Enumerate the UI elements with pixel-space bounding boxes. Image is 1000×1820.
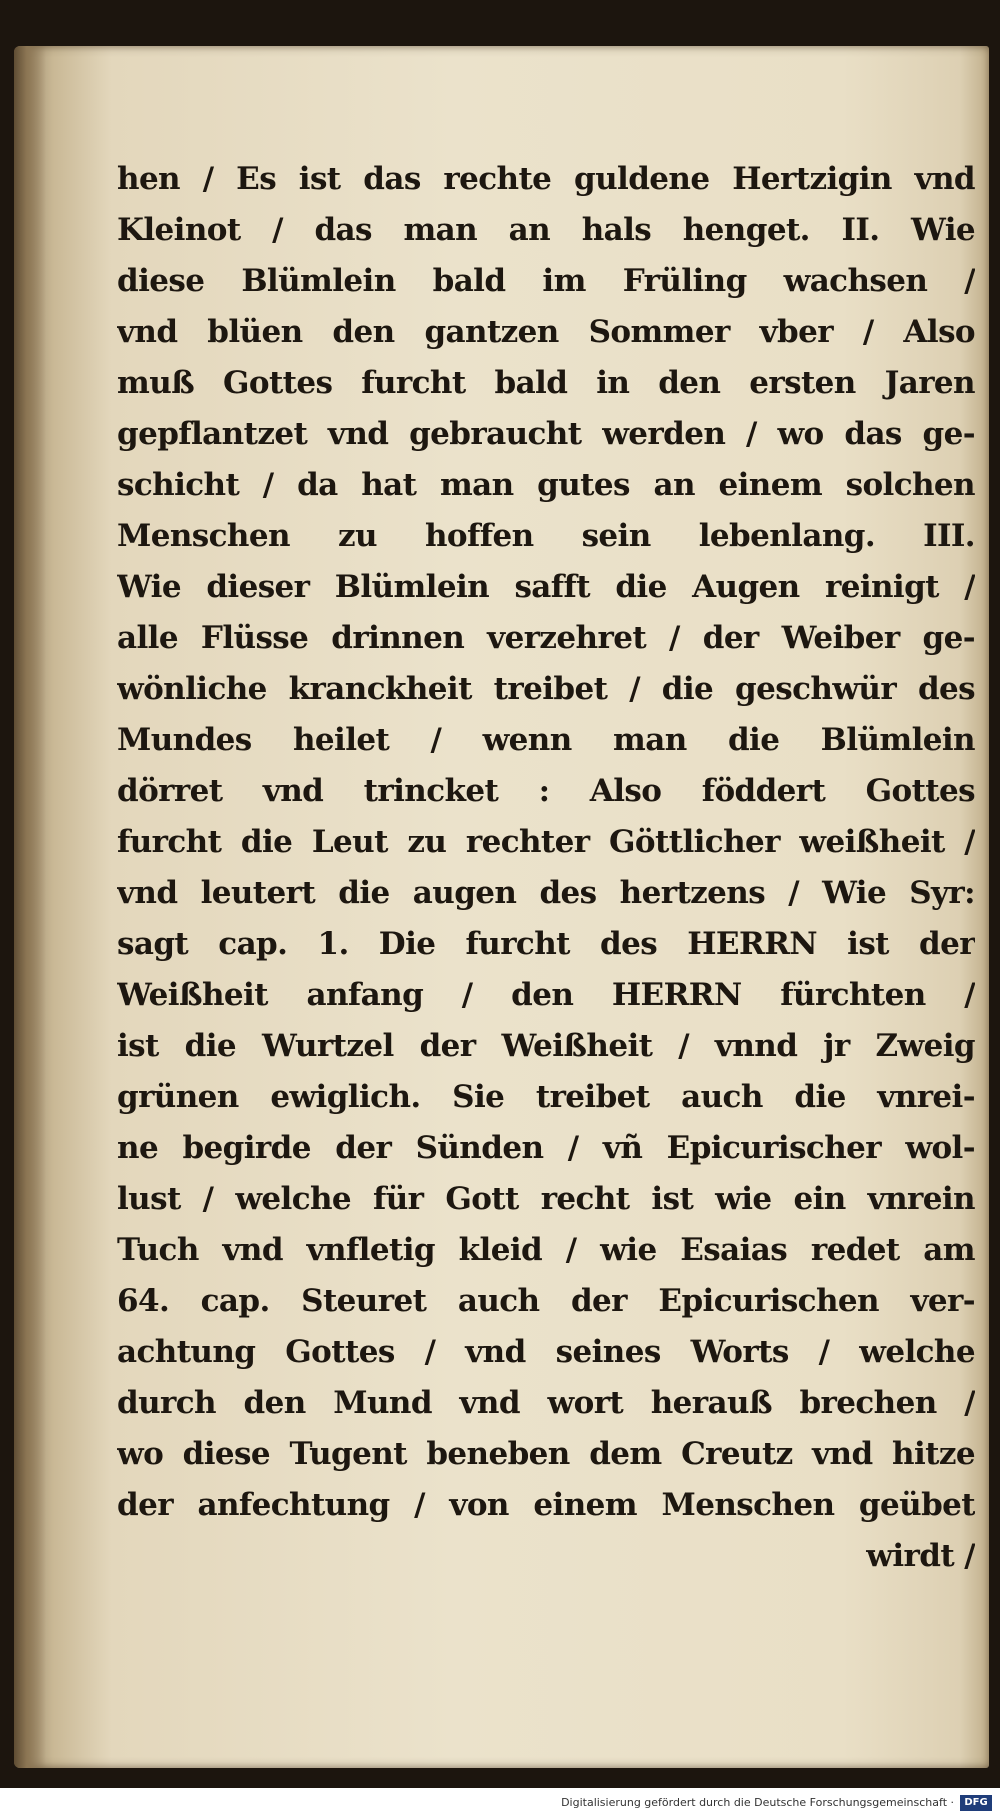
page-body-text: [117, 154, 975, 1684]
text-line: Tuch vnd vnfletig kleid / wie Esaias redet am: [117, 1232, 975, 1268]
text-line: 64. cap. Steuret auch der Epicurischen ver-: [117, 1283, 975, 1319]
text-line: furcht die Leut zu rechter Göttlicher weißheit /: [117, 824, 975, 860]
text-line: alle Flüsse drinnen verzehret / der Weiber ge-: [117, 620, 975, 656]
text-line: der anfechtung / von einem Menschen geübet: [117, 1487, 975, 1523]
text-line: Mundes heilet / wenn man die Blümlein: [117, 722, 975, 758]
text-line: wönliche kranckheit treibet / die geschwür des: [117, 671, 975, 707]
catchword-line: wirdt /: [866, 1538, 975, 1574]
text-line: gepflantzet vnd gebraucht werden / wo das ge-: [117, 416, 975, 452]
text-line: ist die Wurtzel der Weißheit / vnnd jr Zweig: [117, 1028, 975, 1064]
digitization-footer: [0, 1788, 1000, 1820]
footer-credit-text: Digitalisierung gefördert durch die Deutsche Forschungsgemeinschaft ·: [561, 1796, 954, 1809]
dfg-logo-icon: DFG: [960, 1795, 992, 1811]
text-line: ne begirde der Sünden / vñ Epicurischer wol-: [117, 1130, 975, 1166]
text-line: grünen ewiglich. Sie treibet auch die vnrei-: [117, 1079, 975, 1115]
text-line: diese Blümlein bald im Früling wachsen /: [117, 263, 975, 299]
text-line: Weißheit anfang / den HERRN fürchten /: [117, 977, 975, 1013]
text-line: hen / Es ist das rechte guldene Hertzigin vnd: [117, 161, 975, 197]
paper-page: [14, 46, 989, 1768]
text-line: wo diese Tugent beneben dem Creutz vnd hitze: [117, 1436, 975, 1472]
text-line: achtung Gottes / vnd seines Worts / welche: [117, 1334, 975, 1370]
text-line: Menschen zu hoffen sein lebenlang. III.: [117, 518, 975, 554]
text-line: schicht / da hat man gutes an einem solchen: [117, 467, 975, 503]
text-line: Wie dieser Blümlein safft die Augen reinigt /: [117, 569, 975, 605]
text-line: vnd blüen den gantzen Sommer vber / Also: [117, 314, 975, 350]
text-line: sagt cap. 1. Die furcht des HERRN ist der: [117, 926, 975, 962]
text-line: lust / welche für Gott recht ist wie ein vnrein: [117, 1181, 975, 1217]
text-line: durch den Mund vnd wort herauß brechen /: [117, 1385, 975, 1421]
text-line: vnd leutert die augen des hertzens / Wie Syr:: [117, 875, 975, 911]
text-line: Kleinot / das man an hals henget. II. Wie: [117, 212, 975, 248]
text-line: muß Gottes furcht bald in den ersten Jaren: [117, 365, 975, 401]
text-line: dörret vnd trincket : Also föddert Gottes: [117, 773, 975, 809]
